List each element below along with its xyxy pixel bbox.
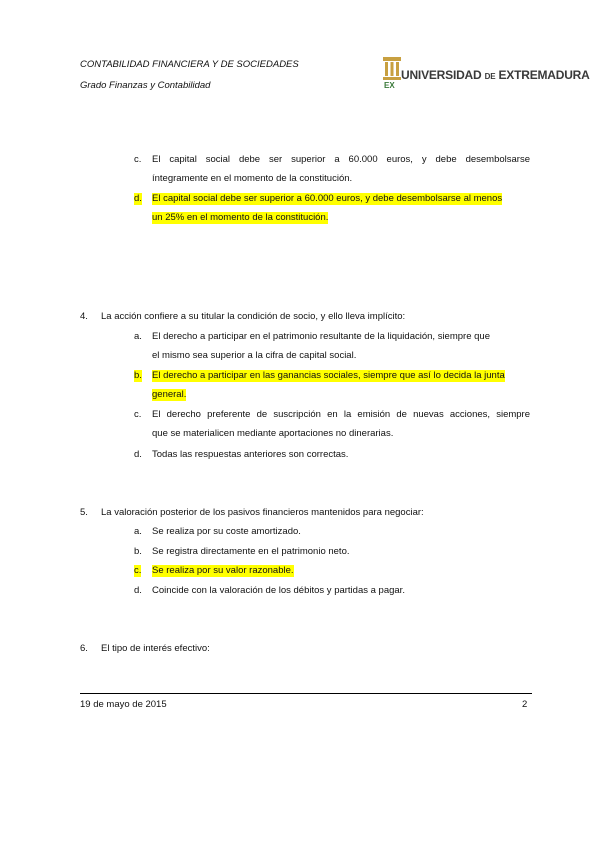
q3-option-d-line1: El capital social debe ser superior a 60.000 euros, y debe desembolsarse al menos [152,193,503,204]
q5-option-b-line1: Se registra directamente en el patrimonio neto. [152,546,350,557]
q4-number: 4. [80,311,88,322]
logo-region-word: EXTREMADURA [498,68,590,82]
q3-option-c-label: c. [134,154,142,165]
q5-option-a-line1: Se realiza por su coste amortizado. [152,526,301,537]
logo-de-word: DE [484,72,496,81]
q5-option-c-label: c. [134,565,142,576]
q4-option-c-line2: que se materialicen mediante aportaciones no dinerarias. [152,428,394,439]
q5-option-d-label: d. [134,585,142,596]
footer-divider [80,693,532,694]
q5-option-a-label: a. [134,526,142,537]
q4-text: La acción confiere a su titular la condición de socio, y ello lleva implícito: [101,311,406,322]
q4-option-b-line2: general. [152,389,187,400]
logo-wordmark [401,68,590,82]
university-logo [381,55,590,95]
q6-number: 6. [80,643,88,654]
footer-date: 19 de mayo de 2015 [80,699,167,710]
q4-option-b-line1: El derecho a participar en las ganancias sociales, siempre que así lo decida la junta [152,370,505,381]
q3-option-c-line1: El capital social debe ser superior a 60.000 euros, y debe desembolsarse [152,154,530,165]
q6-text: El tipo de interés efectivo: [101,643,210,654]
q4-option-d-label: d. [134,449,142,460]
q5-number: 5. [80,507,88,518]
q4-option-c-label: c. [134,409,142,420]
page-number: 2 [522,699,528,710]
document-header-title: CONTABILIDAD FINANCIERA Y DE SOCIEDADES [80,59,299,70]
q5-option-b-label: b. [134,546,142,557]
q4-option-c-line1: El derecho preferente de suscripción en la emisión de nuevas acciones, siempre [152,409,530,420]
q4-option-a-line2: el mismo sea superior a la cifra de capital social. [152,350,357,361]
logo-main-word: UNIVERSIDAD [401,68,482,82]
q4-option-a-label: a. [134,331,142,342]
q4-option-b-label: b. [134,370,142,381]
document-header-subtitle: Grado Finanzas y Contabilidad [80,80,211,91]
q5-text: La valoración posterior de los pasivos financieros mantenidos para negociar: [101,507,424,518]
q3-option-d-label: d. [134,193,142,204]
q3-option-d-line2: un 25% en el momento de la constitución. [152,212,329,223]
q5-option-d-line1: Coincide con la valoración de los débitos y partidas a pagar. [152,585,405,596]
q5-option-c-line1: Se realiza por su valor razonable. [152,565,294,576]
q4-option-a-line1: El derecho a participar en el patrimonio resultante de la liquidación, siempre que [152,331,490,342]
q4-option-d-line1: Todas las respuestas anteriores son correctas. [152,449,349,460]
q3-option-c-line2: íntegramente en el momento de la constitución. [152,173,353,184]
logo-ex-mark: EX [384,81,395,90]
